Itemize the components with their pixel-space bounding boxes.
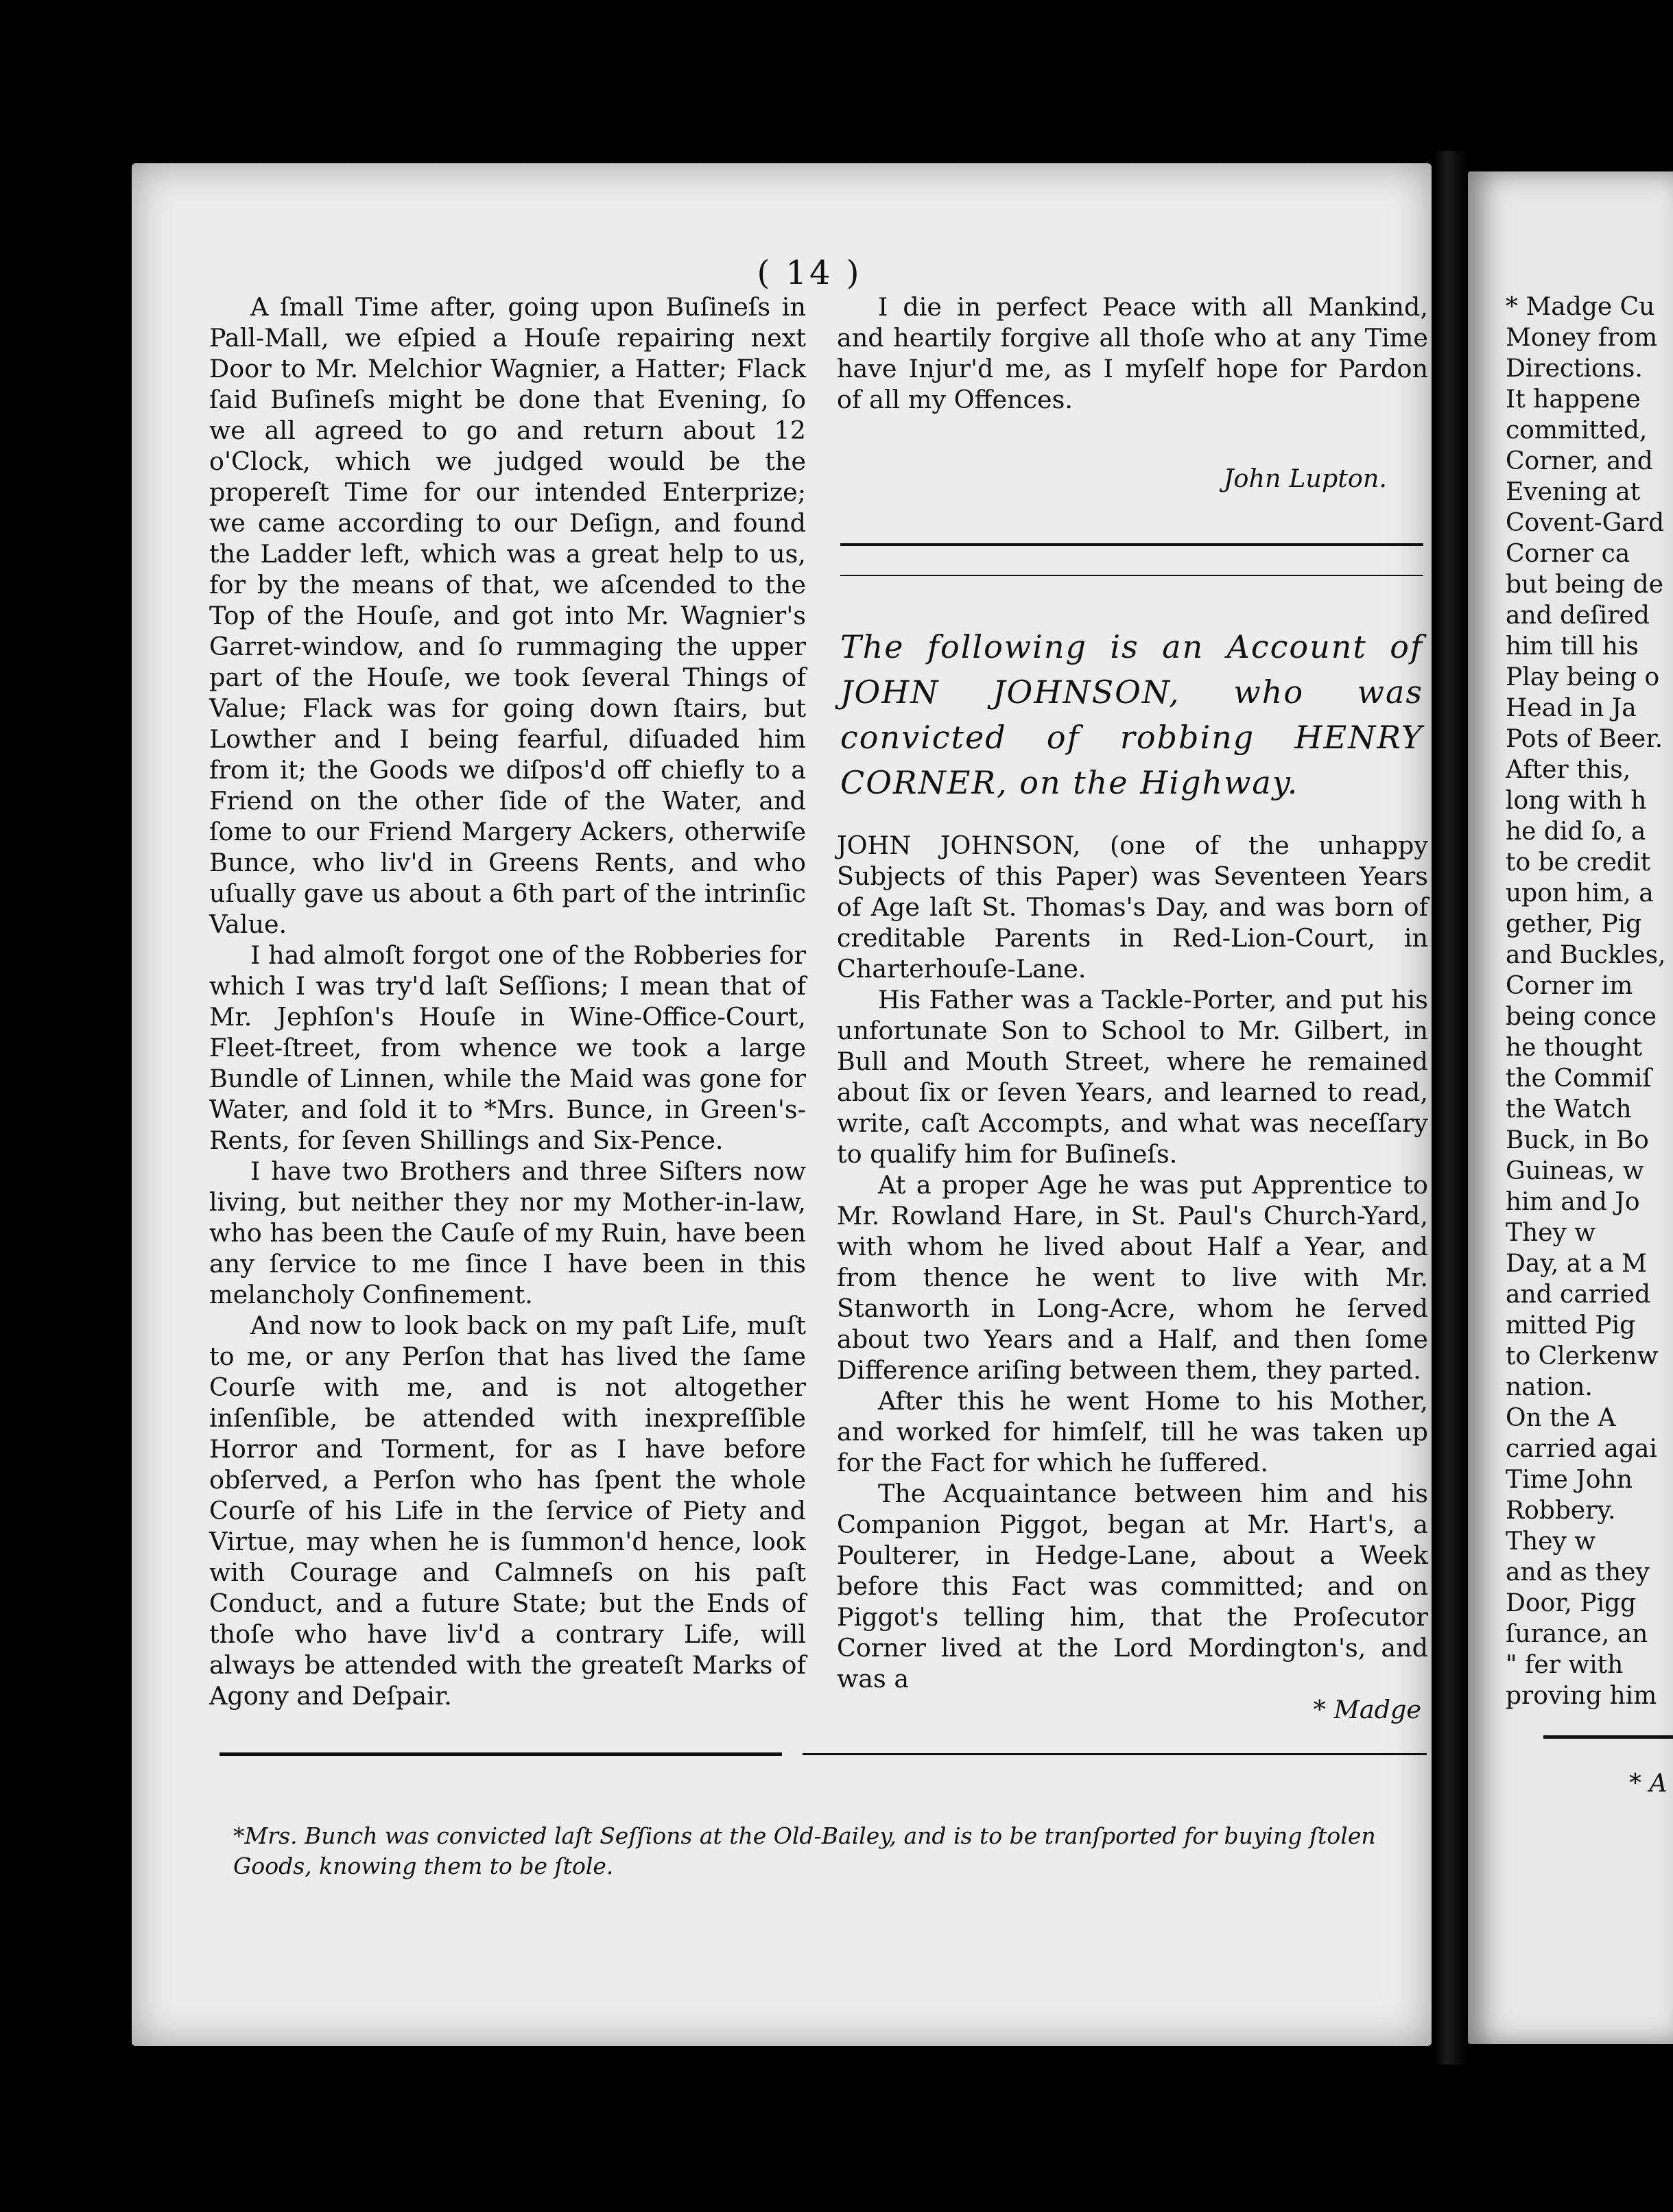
section-rule xyxy=(840,543,1423,546)
paragraph: His Father was a Tackle-Porter, and put his unfortunate Son to School to Mr. Gilbert, in Bull and Mouth Street, where he remained about ſix or ſeven Years, and learned to read, write, caſt Accompts, and what was neceſſary to qualify him for Buſineſs. xyxy=(837,985,1428,1169)
adjacent-page-line: Corner im xyxy=(1506,972,1633,1000)
adjacent-page-line: nation. xyxy=(1506,1373,1593,1401)
adjacent-page-line: but being de xyxy=(1506,571,1664,599)
paragraph: The Acquaintance between him and his Companion Piggot, began at Mr. Hart's, a Poulterer, in Hedge-Lane, about a Week before this Fact was committed; and on Piggot's telling him, that the Proſecutor Corner lived at the Lord Mordington's, and was a xyxy=(837,1479,1428,1693)
paragraph: At a proper Age he was put Apprentice to Mr. Rowland Hare, in St. Paul's Church-Yard, with whom he lived about Half a Year, and from thence he went to live with Mr. Stanworth in Long-Acre, whom he ſerved about two Years and a Half, and then ſome Difference ariſing between them, they parted. xyxy=(837,1170,1428,1385)
adjacent-page-line: him till his xyxy=(1506,632,1639,661)
adjacent-page-line: Guineas, w xyxy=(1506,1157,1644,1185)
adjacent-page-line: They w xyxy=(1506,1527,1596,1556)
adjacent-page-line: long with h xyxy=(1506,787,1647,815)
adjacent-page-line: Play being o xyxy=(1506,663,1660,691)
adjacent-page-line: After this, xyxy=(1506,756,1631,784)
paragraph: JOHN JOHNSON, (one of the unhappy Subjects of this Paper) was Seventeen Years of Age laſt St. Thomas's Day, and was born of creditable Parents in Red-Lion-Court, in Charterhouſe-Lane. xyxy=(837,831,1428,984)
paragraph: I die in perfect Peace with all Mankind, and heartily forgive all thoſe who at any Time have Injur'd me, as I myſelf hope for Pardon of all my Offences. xyxy=(837,292,1428,414)
adjacent-page-line: to be credit xyxy=(1506,848,1651,877)
adjacent-page-line: he thought xyxy=(1506,1034,1643,1062)
adjacent-page-line: On the A xyxy=(1506,1404,1616,1432)
page-number: ( 14 ) xyxy=(757,254,862,292)
adjacent-page-line: and Buckles, xyxy=(1506,941,1666,969)
adjacent-page-line: They w xyxy=(1506,1219,1596,1247)
adjacent-page-line: gether, Pig xyxy=(1506,910,1642,938)
adjacent-page-line: being conce xyxy=(1506,1003,1657,1031)
adjacent-page-line: Evening at xyxy=(1506,478,1641,506)
adjacent-page-line: Day, at a M xyxy=(1506,1250,1647,1278)
adjacent-page-line: Buck, in Bo xyxy=(1506,1126,1649,1154)
adjacent-page-line: upon him, a xyxy=(1506,879,1654,907)
adjacent-page-line: the Watch xyxy=(1506,1095,1632,1123)
adjacent-page-line: It happene xyxy=(1506,385,1641,414)
paragraph: After this he went Home to his Mother, and worked for himſelf, till he was taken up for the Fact for which he ſuffered. xyxy=(837,1386,1428,1477)
adjacent-page-footnote: * A xyxy=(1629,1770,1668,1798)
adjacent-page-line: he did ſo, a xyxy=(1506,818,1646,846)
footnote: *Mrs. Bunch was convicted laſt Seſſions at the Old-Bailey, and is to be tranſported for buying ſtolen Goods, knowing them to be ſtole. xyxy=(233,1822,1376,1879)
adjacent-page-line: him and Jo xyxy=(1506,1188,1640,1216)
adjacent-page-line: and carried xyxy=(1506,1281,1651,1309)
catchword: * Madge xyxy=(1313,1695,1421,1724)
paragraph: I had almoſt forgot one of the Robberies for which I was try'd laſt Seſſions; I mean that of Mr. Jephſon's Houſe in Wine-Office-Court, Fleet-ſtreet, from whence we took a large Bundle of Linnen, while the Maid was gone for Water, and ſold it to *Mrs. Bunce, in Green's-Rents, for ſeven Shillings and Six-Pence. xyxy=(209,940,806,1155)
adjacent-page-line: to Clerkenw xyxy=(1506,1342,1659,1370)
adjacent-page-line: carried agai xyxy=(1506,1435,1657,1463)
adjacent-page-line: and as they xyxy=(1506,1558,1650,1586)
section-rule-thin xyxy=(840,575,1423,576)
adjacent-page-line: mitted Pig xyxy=(1506,1311,1636,1340)
adjacent-page-line: committed, xyxy=(1506,416,1648,444)
adjacent-page-line: the Commiſ xyxy=(1506,1065,1652,1093)
adjacent-page-line: Corner ca xyxy=(1506,540,1630,568)
paragraph: And now to look back on my paſt Life, muſt to me, or any Perſon that has lived the ſame Courſe with me, and is not altogether inſenſible, be attended with inexpreſſible Horror and Torment, for as I have before obſerved, a Perſon who has ſpent the whole Courſe of his Life in the ſervice of Piety and Virtue, may when he is ſummon'd hence, look with Courage and Calmneſs on his paſt Conduct, and a future State; but the Ends of thoſe who have liv'd a contrary Life, will always be attended with the greateſt Marks of Agony and Deſpair. xyxy=(209,1311,806,1711)
adjacent-page-line: Pots of Beer. xyxy=(1506,725,1663,753)
adjacent-page-line: Door, Pigg xyxy=(1506,1589,1637,1617)
paragraph: A ſmall Time after, going upon Buſineſs in Pall-Mall, we eſpied a Houſe repairing next Door to Mr. Melchior Wagnier, a Hatter; Flack ſaid Buſineſs might be done that Evening, ſo we all agreed to go and return about 12 o'Clock, which we judged would be the propereſt Time for our intended Enterprize; we came according to our Deſign, and found the Ladder left, which was a great help to us, for by the means of that, we aſcended to the Top of the Houſe, and got into Mr. Wagnier's Garret-window, and ſo rummaging the upper part of the Houſe, we took ſeveral Things of Value; Flack was for going down ſtairs, but Lowther and I being fearful, diſuaded him from it; the Goods we diſpos'd off chiefly to a Friend on the other ſide of the Water, and ſome to our Friend Margery Ackers, otherwiſe Bunce, who liv'd in Greens Rents, and who uſually gave us about a 6th part of the intrinſic Value. xyxy=(209,292,806,939)
adjacent-page-line: proving him xyxy=(1506,1682,1657,1710)
footnote-rule-thin xyxy=(803,1753,1427,1755)
signature: John Lupton. xyxy=(1223,464,1387,493)
adjacent-page-line: * Madge Cu xyxy=(1506,293,1655,321)
section-heading: The following is an Account of JOHN JOHNSON, who was convicted of robbing HENRY CORNER, on the Highway. xyxy=(840,628,1423,801)
adjacent-page-line: " fer with xyxy=(1506,1651,1624,1679)
adjacent-page-line: Money from xyxy=(1506,324,1658,352)
adjacent-page-line: Head in Ja xyxy=(1506,694,1637,722)
adjacent-page-line: Corner, and xyxy=(1506,447,1653,475)
book-gutter xyxy=(1434,151,1468,2065)
right-column-top xyxy=(837,292,1428,494)
footnote-rule xyxy=(219,1752,782,1756)
adjacent-page-line: ſurance, an xyxy=(1506,1620,1648,1648)
adjacent-page-rule xyxy=(1543,1735,1673,1739)
adjacent-page-line: Directions. xyxy=(1506,355,1643,383)
left-column xyxy=(209,292,806,1711)
adjacent-page-text xyxy=(1506,292,1673,1711)
right-column-body xyxy=(837,830,1428,1725)
adjacent-page-line: Covent-Gard xyxy=(1506,509,1665,537)
adjacent-page-line: Robbery. xyxy=(1506,1497,1616,1525)
adjacent-page-line: Time John xyxy=(1506,1466,1633,1494)
adjacent-page-line: and deſired xyxy=(1506,602,1650,630)
paragraph: I have two Brothers and three Siſters now living, but neither they nor my Mother-in-law, who has been the Cauſe of my Ruin, have been any ſervice to me ſince I have been in this melancholy Confinement. xyxy=(209,1156,806,1309)
